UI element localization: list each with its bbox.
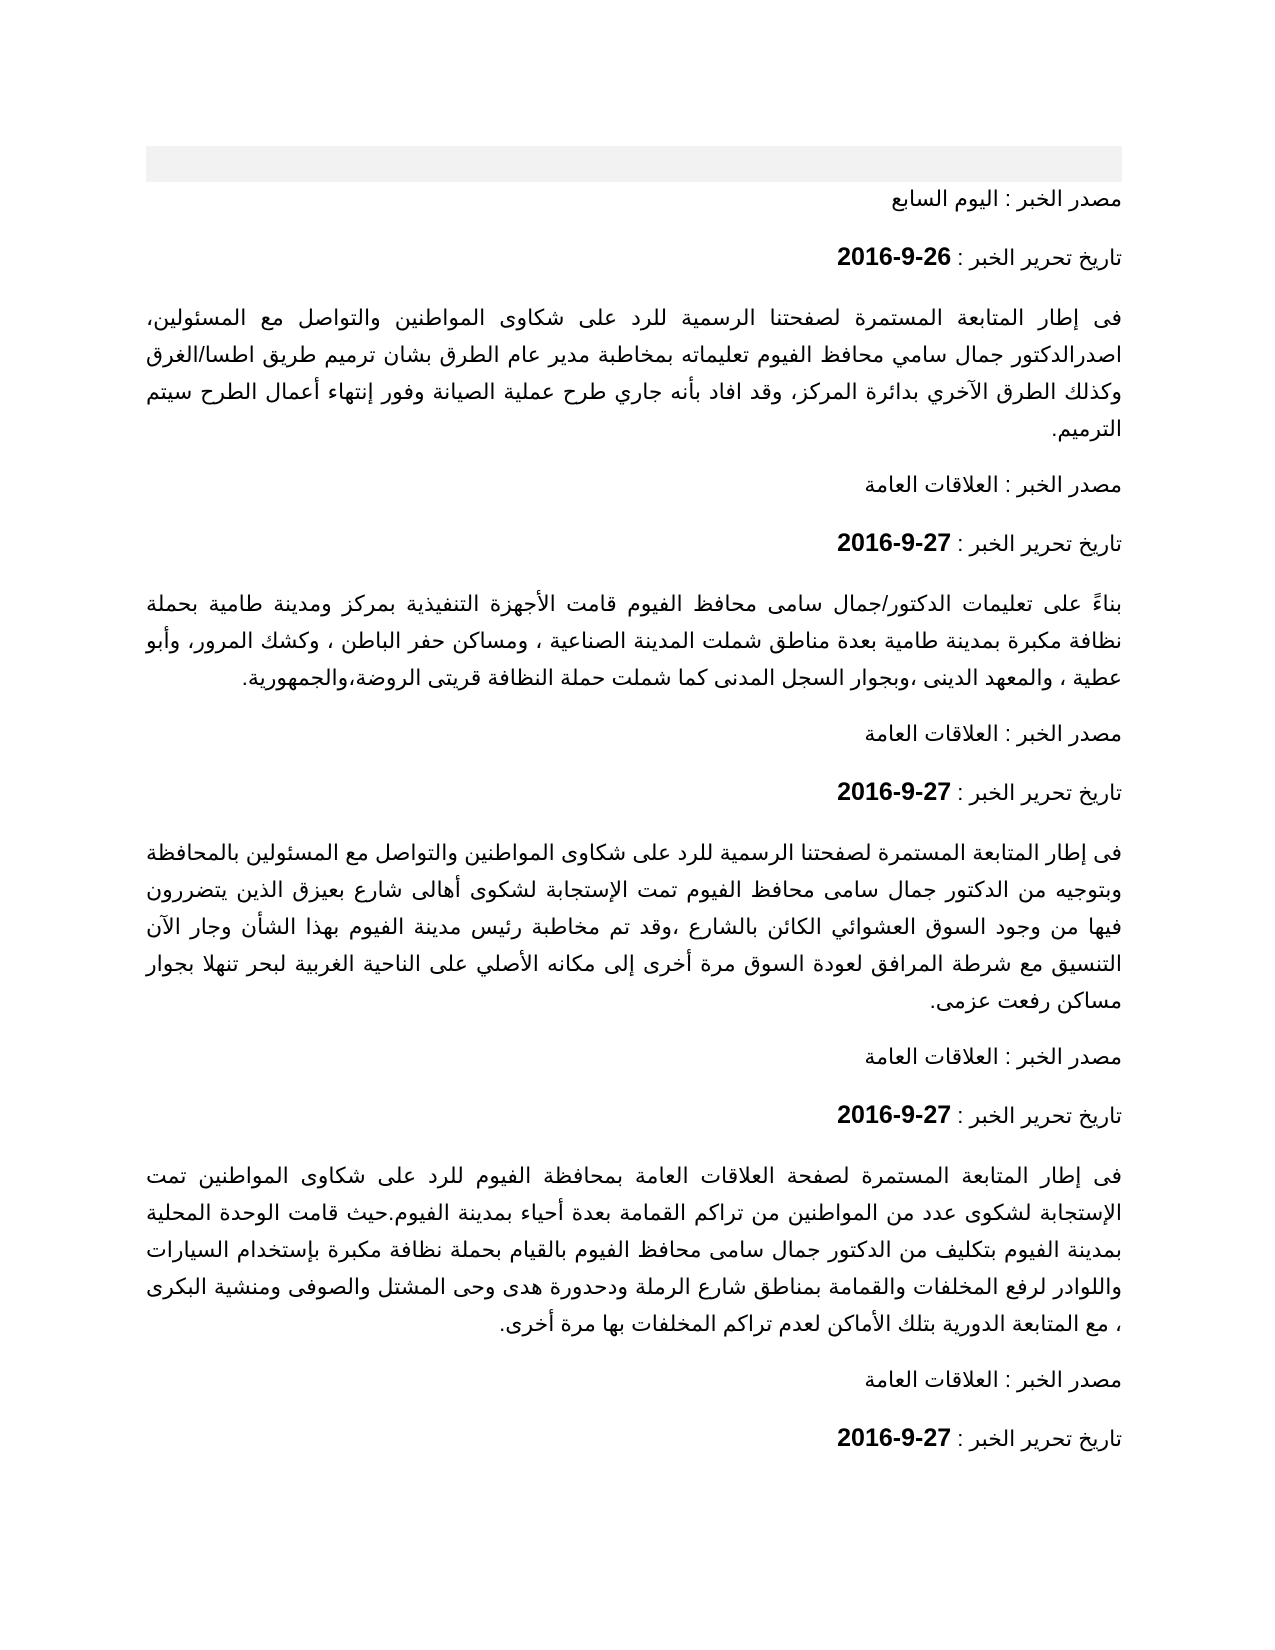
news-body: بناءً على تعليمات الدكتور/جمال سامى محافظ الفيوم قامت الأجهزة التنفيذية بمركز ومدينة طامية بحملة نظافة مكبرة بمدينة طامية بعدة مناطق شملت المدينة الصناعية ، ومساكن حفر الباطن ، وكشك المرور، وأبو عطية ، والمعهد الدينى ،وبجوار السجل المدنى كما شملت حملة النظافة قريتى الروضة،والجمهورية. bbox=[146, 591, 1122, 690]
news-date bbox=[146, 242, 1122, 272]
news-entry bbox=[146, 1365, 1122, 1453]
news-body: فى إطار المتابعة المستمرة لصفحتنا الرسمية للرد على شكاوى المواطنين والتواصل مع المسئولين بالمحافظة وبتوجيه من الدكتور جمال سامى محافظ الفيوم تمت الإستجابة لشكوى أهالى شارع بعيزق الذين يتضررون فيها من وجود السوق العشوائي الكائن بالشارع ،وقد تم مخاطبة رئيس مدينة الفيوم بهذا الشأن وجار الآن التنسيق مع شرطة المرافق لعودة السوق مرة أخرى إلى مكانه الأصلي على الناحية الغربية لبحر تنهلا بجوار مساكن رفعت عزمى. bbox=[146, 840, 1122, 1013]
news-date bbox=[146, 1423, 1122, 1453]
news-entry bbox=[146, 470, 1122, 719]
news-body: فى إطار المتابعة المستمرة لصفحة العلاقات العامة بمحافظة الفيوم للرد على شكاوى المواطنين تمت الإستجابة لشكوى عدد من المواطنين من تراكم القمامة بعدة أحياء بمدينة الفيوم.حيث قامت الوحدة المحلية بمدينة الفيوم بتكليف من الدكتور جمال سامى محافظ الفيوم بالقيام بحملة نظافة مكبرة بإستخدام السيارات واللوادر لرفع المخلفات والقمامة بمناطق شارع الرملة ودحدورة هدى وحى المشتل والصوفى ومنشية البكرى ، مع المتابعة الدورية بتلك الأماكن لعدم تراكم المخلفات بها مرة أخرى. bbox=[146, 1163, 1122, 1336]
date-value: 2016-9-27 bbox=[837, 778, 952, 806]
date-value: 2016-9-27 bbox=[837, 529, 952, 557]
date-label: تاريخ تحرير الخبر : bbox=[951, 1103, 1122, 1128]
news-entry bbox=[146, 1042, 1122, 1365]
news-source: مصدر الخبر : العلاقات العامة bbox=[864, 721, 1122, 746]
news-entry bbox=[146, 719, 1122, 1042]
date-label: تاريخ تحرير الخبر : bbox=[951, 780, 1122, 805]
news-source: مصدر الخبر : اليوم السابع bbox=[891, 186, 1122, 211]
news-source: مصدر الخبر : العلاقات العامة bbox=[864, 472, 1122, 497]
news-body: فى إطار المتابعة المستمرة لصفحتنا الرسمية للرد على شكاوى المواطنين والتواصل مع المسئولين، اصدرالدكتور جمال سامي محافظ الفيوم تعليماته بمخاطبة مدير عام الطرق بشان ترميم طريق اطسا/الغرق وكذلك الطرق الآخري بدائرة المركز، وقد افاد بأنه جاري طرح عملية الصيانة وفور إنتهاء أعمال الطرح سيتم الترميم. bbox=[146, 305, 1122, 441]
news-date bbox=[146, 1100, 1122, 1130]
document-page bbox=[146, 146, 1122, 1453]
header-bar bbox=[146, 146, 1122, 182]
date-label: تاريخ تحرير الخبر : bbox=[951, 531, 1122, 556]
date-label: تاريخ تحرير الخبر : bbox=[951, 1426, 1122, 1451]
news-source: مصدر الخبر : العلاقات العامة bbox=[864, 1367, 1122, 1392]
news-date bbox=[146, 777, 1122, 807]
news-source: مصدر الخبر : العلاقات العامة bbox=[864, 1044, 1122, 1069]
date-value: 2016-9-27 bbox=[837, 1424, 952, 1452]
date-label: تاريخ تحرير الخبر : bbox=[951, 245, 1122, 270]
date-value: 2016-9-26 bbox=[837, 243, 952, 271]
news-date bbox=[146, 528, 1122, 558]
news-entry bbox=[146, 184, 1122, 470]
date-value: 2016-9-27 bbox=[837, 1101, 952, 1129]
